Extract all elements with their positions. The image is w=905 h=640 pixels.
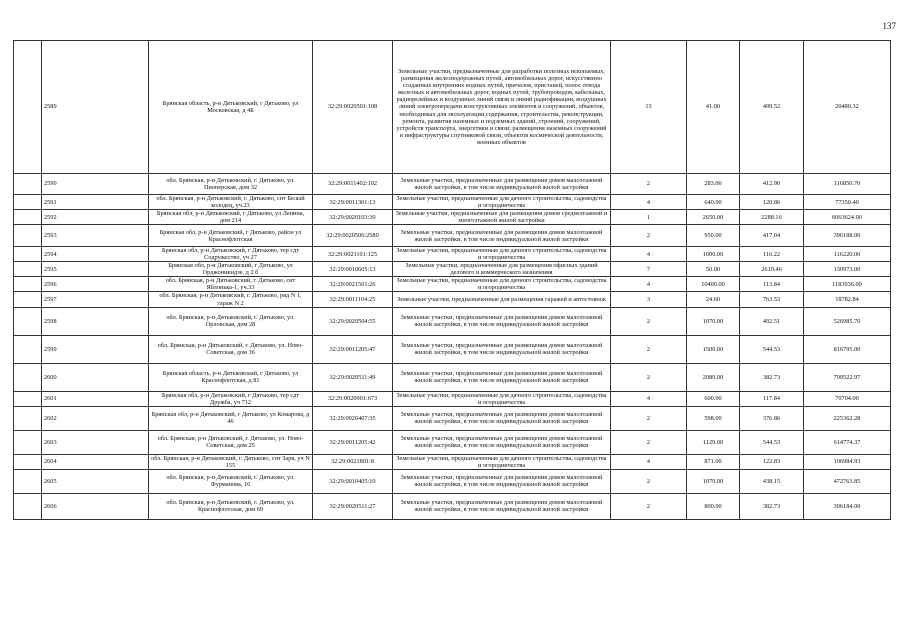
group-cell: 2 <box>611 174 687 195</box>
address-cell: обл. Брянская, р-н Дятьковский, г. Дятьково, ул. Краснофлотская, дом 69 <box>149 493 313 519</box>
table-row <box>14 247 891 262</box>
cadastral-value-cell: 614774.37 <box>804 430 891 454</box>
land-use-cell: Земельные участки, предназначенные для размещения гаражей и автостоянок <box>393 292 611 307</box>
table-row <box>14 406 891 430</box>
margin-cell <box>14 335 42 363</box>
cadastral-value-cell: 70704.00 <box>804 391 891 406</box>
land-use-cell: Земельные участки, предназначенные для размещения домов малоэтажной жилой застройки, в том числе индивидуальной жилой застройки <box>393 307 611 335</box>
land-use-cell: Земельные участки, предназначенные для размещения домов малоэтажной жилой застройки, в том числе индивидуальной жилой застройки <box>393 493 611 519</box>
area-cell: 1070.00 <box>687 307 740 335</box>
cadastral-number-cell: 32:29:0011205:42 <box>313 430 393 454</box>
address-cell: обл. Брянская, р-н Дятьковский, г. Дятьково, ул. Пионерская, дом 32 <box>149 174 313 195</box>
group-cell: 2 <box>611 307 687 335</box>
cadastral-value-cell: 116850.70 <box>804 174 891 195</box>
table-row <box>14 210 891 225</box>
row-number-cell: 2602 <box>42 406 149 430</box>
table-row <box>14 307 891 335</box>
row-number-cell: 2605 <box>42 469 149 493</box>
address-cell: Брянская обл, р-н Дятьковский, г Дятьково, район ул Краснофлотская <box>149 225 313 247</box>
row-number-cell: 2593 <box>42 225 149 247</box>
specific-value-cell: 499.52 <box>740 41 804 174</box>
specific-value-cell: 117.84 <box>740 391 804 406</box>
land-use-cell: Земельные участки, предназначенные для дачного строительства, садоводства и огородничества <box>393 247 611 262</box>
row-number-cell: 2590 <box>42 174 149 195</box>
cadastral-value-cell: 816795.00 <box>804 335 891 363</box>
margin-cell <box>14 454 42 469</box>
specific-value-cell: 120.86 <box>740 195 804 210</box>
cadastral-value-table <box>13 40 891 520</box>
land-use-cell: Земельные участки, предназначенные для разработки полезных ископаемых, размещения железнодорожных путей, автомобильных дорог, искусственно созданных внутренних водных путей, причалов, пристаней, полос отвода железных и автомобильных дорог, водных путей, трубопроводов, кабельных, радиорелейных и воздушных линий связи и линий радиофикации, воздушных линий электропередачи конструктивных элементов и сооружений, объектов, необходимых для эксплуатации,содержания, строительства, реконструкции, ремонта, развития наземных и подземных зданий, строений, сооружений, устройств транспорта, энергетики и связи; размещения наземных сооружений и инфраструктуры спутниковой связи, объектов космической деятельности, военных объектов <box>393 41 611 174</box>
address-cell: обл. Брянская, р-н Дятьковский, г. Дятьково, ул. Фурманова, 16 <box>149 469 313 493</box>
margin-cell <box>14 292 42 307</box>
table-row <box>14 262 891 277</box>
area-cell: 640.00 <box>687 195 740 210</box>
address-cell: Брянская обл, р-н Дятьковский, г Дятьково, ул Орджоникидзе, д 2 б <box>149 262 313 277</box>
cadastral-number-cell: 32:29:0020511:27 <box>313 493 393 519</box>
land-use-cell: Земельные участки, предназначенные для размещения домов малоэтажной жилой застройки, в том числе индивидуальной жилой застройки <box>393 225 611 247</box>
area-cell: 1129.00 <box>687 430 740 454</box>
group-cell: 2 <box>611 469 687 493</box>
cadastral-number-cell: 32:29:0020511:49 <box>313 363 393 391</box>
land-use-cell: Земельные участки, предназначенные для размещения домов малоэтажной жилой застройки, в том числе индивидуальной жилой застройки <box>393 335 611 363</box>
group-cell: 2 <box>611 225 687 247</box>
margin-cell <box>14 277 42 292</box>
cadastral-number-cell: 32:29:0021801:8 <box>313 454 393 469</box>
land-use-cell: Земельные участки, предназначенные для размещения домов малоэтажной жилой застройки, в том числе индивидуальной жилой застройки <box>393 174 611 195</box>
land-use-cell: Земельные участки, предназначенные для размещения домов среднеэтажной и многоэтажной жилой застройки <box>393 210 611 225</box>
row-number-cell: 2591 <box>42 195 149 210</box>
table-row <box>14 363 891 391</box>
land-use-cell: Земельные участки, предназначенные для размещения офисных зданий делового и коммерческого назначения <box>393 262 611 277</box>
address-cell: обл. Брянская, р-н Дятьковский, г. Дятьково, ул. Ново-Советская, дом 36 <box>149 335 313 363</box>
table-row <box>14 469 891 493</box>
address-cell: Брянская обл, р-н Дятьковский, г Дятьково, ул Ленина, дом 214 <box>149 210 313 225</box>
row-number-cell: 2603 <box>42 430 149 454</box>
cadastral-number-cell: 32:29:0020901:673 <box>313 391 393 406</box>
land-use-cell: Земельные участки, предназначенные для размещения домов малоэтажной жилой застройки, в том числе индивидуальной жилой застройки <box>393 406 611 430</box>
cadastral-value-cell: 130973.00 <box>804 262 891 277</box>
specific-value-cell: 492.51 <box>740 307 804 335</box>
group-cell: 2 <box>611 363 687 391</box>
address-cell: обл. Брянская, р-н Дятьковский, г. Дятьково, снт Заря, уч N 155 <box>149 454 313 469</box>
row-number-cell: 2600 <box>42 363 149 391</box>
table-row <box>14 277 891 292</box>
land-use-cell: Земельные участки, предназначенные для размещения домов малоэтажной жилой застройки, в том числе индивидуальной жилой застройки <box>393 469 611 493</box>
margin-cell <box>14 262 42 277</box>
specific-value-cell: 544.53 <box>740 335 804 363</box>
row-number-cell: 2595 <box>42 262 149 277</box>
table-row <box>14 493 891 519</box>
margin-cell <box>14 391 42 406</box>
specific-value-cell: 417.04 <box>740 225 804 247</box>
specific-value-cell: 382.73 <box>740 493 804 519</box>
address-cell: обл. Брянская, р-н Дятьковский, г. Дятьково, снт Яблонька-1, уч.33 <box>149 277 313 292</box>
cadastral-value-cell: 396188.00 <box>804 225 891 247</box>
cadastral-number-cell: 32:29:0021501:26 <box>313 277 393 292</box>
specific-value-cell: 122.83 <box>740 454 804 469</box>
row-number-cell: 2599 <box>42 335 149 363</box>
address-cell: обл. Брянская, р-н Дятьковский, г. Дятьково, ряд N 1, гараж N 2 <box>149 292 313 307</box>
address-cell: обл. Брянская, р-н Дятьковский, г. Дятьково, ул. Ново-Советская, дом 25 <box>149 430 313 454</box>
table-row <box>14 335 891 363</box>
specific-value-cell: 2288.16 <box>740 210 804 225</box>
row-number-cell: 2589 <box>42 41 149 174</box>
land-use-cell: Земельные участки, предназначенные для размещения домов малоэтажной жилой застройки, в том числе индивидуальной жилой застройки <box>393 430 611 454</box>
group-cell: 2 <box>611 406 687 430</box>
area-cell: 1000.00 <box>687 247 740 262</box>
group-cell: 2 <box>611 335 687 363</box>
specific-value-cell: 763.53 <box>740 292 804 307</box>
cadastral-number-cell: 32:29:0021101:125 <box>313 247 393 262</box>
area-cell: 871.00 <box>687 454 740 469</box>
margin-cell <box>14 307 42 335</box>
cadastral-value-cell: 225362.28 <box>804 406 891 430</box>
land-use-cell: Земельные участки, предназначенные для размещения домов малоэтажной жилой застройки, в том числе индивидуальной жилой застройки <box>393 363 611 391</box>
area-cell: 600.00 <box>687 391 740 406</box>
specific-value-cell: 544.53 <box>740 430 804 454</box>
land-use-cell: Земельные участки, предназначенные для дачного строительства, садоводства и огородничества <box>393 277 611 292</box>
specific-value-cell: 438.15 <box>740 469 804 493</box>
row-number-cell: 2594 <box>42 247 149 262</box>
cadastral-number-cell: 32:29:0011205:47 <box>313 335 393 363</box>
table-body <box>14 41 891 520</box>
cadastral-value-cell: 526985.70 <box>804 307 891 335</box>
land-use-cell: Земельные участки, предназначенные для дачного строительства, садоводства и огородничества <box>393 454 611 469</box>
table-row <box>14 292 891 307</box>
group-cell: 2 <box>611 430 687 454</box>
address-cell: Брянская область, р-н Дятьковский, г Дятьково, ул Краснофлотская, д 81 <box>149 363 313 391</box>
row-number-cell: 2598 <box>42 307 149 335</box>
group-cell: 7 <box>611 262 687 277</box>
area-cell: 283.00 <box>687 174 740 195</box>
cadastral-value-cell: 306184.00 <box>804 493 891 519</box>
cadastral-value-cell: 116220.00 <box>804 247 891 262</box>
area-cell: 1079.00 <box>687 469 740 493</box>
cadastral-number-cell: 32:29:0020407:35 <box>313 406 393 430</box>
cadastral-value-cell: 6063624.00 <box>804 210 891 225</box>
cadastral-number-cell: 32:29:0011104:25 <box>313 292 393 307</box>
area-cell: 10400.00 <box>687 277 740 292</box>
cadastral-number-cell: 32:29:0010605:13 <box>313 262 393 277</box>
table-row <box>14 225 891 247</box>
margin-cell <box>14 210 42 225</box>
margin-cell <box>14 225 42 247</box>
margin-cell <box>14 247 42 262</box>
margin-cell <box>14 41 42 174</box>
row-number-cell: 2597 <box>42 292 149 307</box>
area-cell: 2089.00 <box>687 363 740 391</box>
table-row <box>14 430 891 454</box>
group-cell: 4 <box>611 277 687 292</box>
row-number-cell: 2606 <box>42 493 149 519</box>
row-number-cell: 2592 <box>42 210 149 225</box>
area-cell: 1500.00 <box>687 335 740 363</box>
table-row <box>14 195 891 210</box>
address-cell: Брянская область, р-н Дятьковский, г Дятьково, ул Московская, д 4Б <box>149 41 313 174</box>
cadastral-number-cell: 32:29:0020103:30 <box>313 210 393 225</box>
margin-cell <box>14 195 42 210</box>
area-cell: 800.00 <box>687 493 740 519</box>
margin-cell <box>14 363 42 391</box>
margin-cell <box>14 493 42 519</box>
cadastral-number-cell: 32:29:0011402:102 <box>313 174 393 195</box>
group-cell: 4 <box>611 391 687 406</box>
table-row <box>14 174 891 195</box>
table-row <box>14 391 891 406</box>
group-cell: 13 <box>611 41 687 174</box>
cadastral-value-cell: 77350.40 <box>804 195 891 210</box>
cadastral-number-cell: 32:29:0020504:55 <box>313 307 393 335</box>
group-cell: 3 <box>611 292 687 307</box>
group-cell: 4 <box>611 195 687 210</box>
group-cell: 4 <box>611 454 687 469</box>
area-cell: 24.60 <box>687 292 740 307</box>
area-cell: 50.00 <box>687 262 740 277</box>
table-row <box>14 454 891 469</box>
row-number-cell: 2604 <box>42 454 149 469</box>
specific-value-cell: 376.86 <box>740 406 804 430</box>
land-use-cell: Земельные участки, предназначенные для дачного строительства, садоводства и огородничества <box>393 391 611 406</box>
land-use-cell: Земельные участки, предназначенные для дачного строительства, садоводства и огородничества <box>393 195 611 210</box>
cadastral-number-cell: 32:29:0020506:2580 <box>313 225 393 247</box>
row-number-cell: 2601 <box>42 391 149 406</box>
cadastral-value-cell: 799522.97 <box>804 363 891 391</box>
cadastral-value-cell: 472763.85 <box>804 469 891 493</box>
address-cell: обл. Брянская, р-н Дятьковский, г. Дятьково, ул. Орловская, дом 28 <box>149 307 313 335</box>
group-cell: 2 <box>611 493 687 519</box>
margin-cell <box>14 430 42 454</box>
specific-value-cell: 412.90 <box>740 174 804 195</box>
specific-value-cell: 382.73 <box>740 363 804 391</box>
margin-cell <box>14 174 42 195</box>
specific-value-cell: 116.22 <box>740 247 804 262</box>
specific-value-cell: 2619.46 <box>740 262 804 277</box>
address-cell: Брянская обл, р-н Дятьковский, г Дятьково, ул Комарова, д 46 <box>149 406 313 430</box>
margin-cell <box>14 469 42 493</box>
area-cell: 2650.00 <box>687 210 740 225</box>
area-cell: 950.00 <box>687 225 740 247</box>
cadastral-value-cell: 18782.84 <box>804 292 891 307</box>
group-cell: 4 <box>611 247 687 262</box>
row-number-cell: 2596 <box>42 277 149 292</box>
address-cell: обл. Брянская, р-н Дятьковский, г. Дятьково, снт Белый колодец, уч.23 <box>149 195 313 210</box>
group-cell: 1 <box>611 210 687 225</box>
cadastral-number-cell: 32:29:0011301:13 <box>313 195 393 210</box>
area-cell: 41.00 <box>687 41 740 174</box>
address-cell: Брянская обл, р-н Дятьковский, г Дятьково, тер сдт Содружество, уч 27 <box>149 247 313 262</box>
cadastral-value-cell: 106984.93 <box>804 454 891 469</box>
margin-cell <box>14 406 42 430</box>
cadastral-number-cell: 32:29:0020501:108 <box>313 41 393 174</box>
cadastral-number-cell: 32:29:0010405:10 <box>313 469 393 493</box>
specific-value-cell: 113.84 <box>740 277 804 292</box>
page-number: 137 <box>882 21 896 31</box>
area-cell: 598.00 <box>687 406 740 430</box>
cadastral-value-cell: 20480.32 <box>804 41 891 174</box>
address-cell: Брянская обл, р-н Дятьковский, г Дятьково, тер сдт Дружба, уч 712 <box>149 391 313 406</box>
table-row <box>14 41 891 174</box>
cadastral-value-cell: 1183936.00 <box>804 277 891 292</box>
